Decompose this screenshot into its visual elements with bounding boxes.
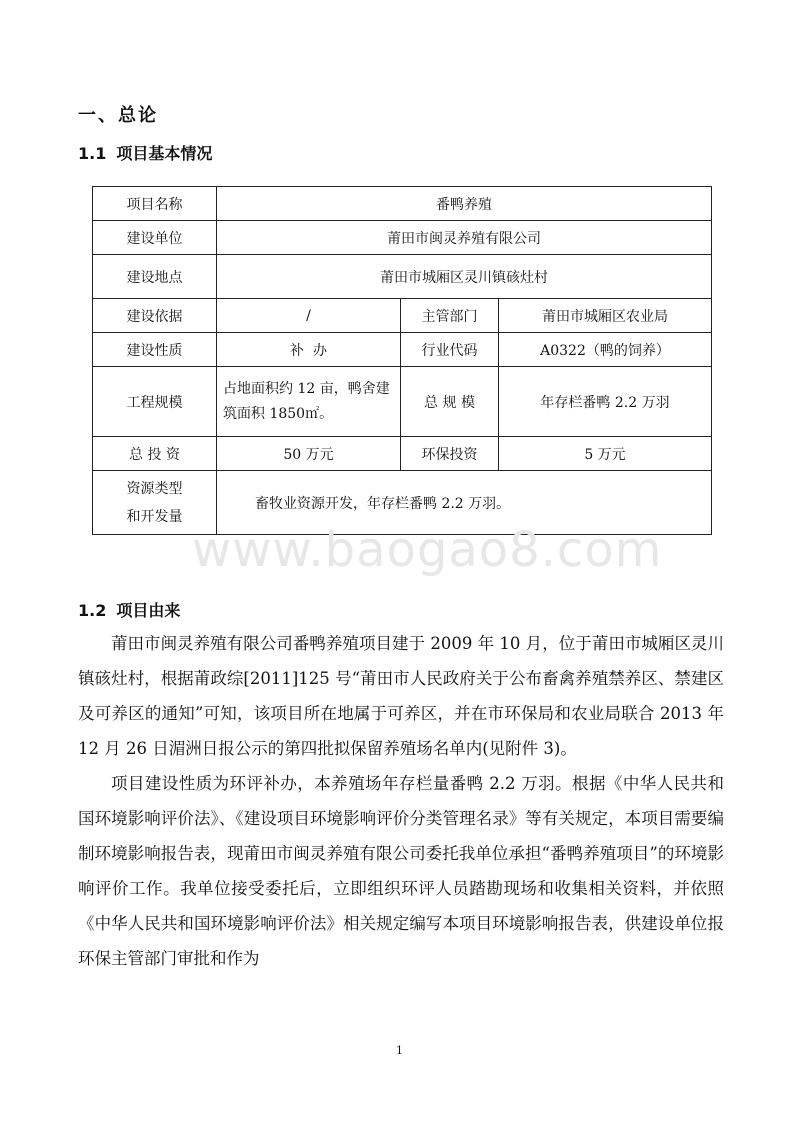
table-row <box>93 299 712 333</box>
scale-value: 占地面积约 12 亩，鸭舍建筑面积 1850㎡。 <box>217 367 401 437</box>
location-value: 莆田市城厢区灵川镇硋灶村 <box>217 255 712 299</box>
industry-code-label: 行业代码 <box>401 333 499 367</box>
table-row <box>93 255 712 299</box>
resource-value: 畜牧业资源开发，年存栏番鸭 2.2 万羽。 <box>217 471 712 535</box>
nature-value: 补 办 <box>217 333 401 367</box>
section-title: 项目由来 <box>116 601 181 620</box>
builder-value: 莆田市闽灵养殖有限公司 <box>217 221 712 255</box>
scale-label: 工程规模 <box>93 367 217 437</box>
section-1-2-body <box>78 626 724 976</box>
section-heading-1-2 <box>78 598 180 621</box>
env-investment-value: 5 万元 <box>499 437 712 471</box>
builder-label: 建设单位 <box>93 221 217 255</box>
section-number: 1.1 <box>78 144 107 163</box>
section-title: 项目基本情况 <box>116 144 213 163</box>
watermark: www.baogao8.com <box>192 522 663 578</box>
total-scale-value: 年存栏番鸭 2.2 万羽 <box>499 367 712 437</box>
table-row <box>93 437 712 471</box>
page-number: 1 <box>396 1044 403 1057</box>
project-name-value: 番鸭养殖 <box>217 187 712 221</box>
section-heading-1-1 <box>78 141 212 164</box>
authority-value: 莆田市城厢区农业局 <box>499 299 712 333</box>
industry-code-value: A0322（鸭的饲养） <box>499 333 712 367</box>
chapter-heading: 一、总论 <box>78 105 158 126</box>
project-info-table <box>92 186 712 535</box>
investment-value: 50 万元 <box>217 437 401 471</box>
table-row <box>93 367 712 437</box>
authority-label: 主管部门 <box>401 299 499 333</box>
table-row <box>93 333 712 367</box>
total-scale-label: 总 规 模 <box>401 367 499 437</box>
paragraph: 莆田市闽灵养殖有限公司番鸭养殖项目建于 2009 年 10 月，位于莆田市城厢区灵川镇硋灶村，根据莆政综[2011]125 号“莆田市人民政府关于公布畜禽养殖禁养区、禁建区及可养区的通知”可知，该项目所在地属于可养区，并在市环保局和农业局联合 2013 年 12 月 26 日湄洲日报公示的第四批拟保留养殖场名单内(见附件 3)。 <box>78 634 724 758</box>
nature-label: 建设性质 <box>93 333 217 367</box>
resource-label-line-1: 资源类型 <box>126 480 183 497</box>
table-row <box>93 221 712 255</box>
section-number: 1.2 <box>78 601 107 620</box>
env-investment-label: 环保投资 <box>401 437 499 471</box>
location-label: 建设地点 <box>93 255 217 299</box>
resource-label-line-2: 和开发量 <box>126 508 183 525</box>
paragraph: 项目建设性质为环评补办，本养殖场年存栏量番鸭 2.2 万羽。根据《中华人民共和国环境影响评价法》、《建设项目环境影响评价分类管理名录》等有关规定，本项目需要编制环境影响报告表，现莆田市闽灵养殖有限公司委托我单位承担“番鸭养殖项目”的环境影响评价工作。我单位接受委托后，立即组织环评人员踏勘现场和收集相关资料，并依照《中华人民共和国环境影响评价法》相关规定编写本项目环境影响报告表，供建设单位报环保主管部门审批和作为 <box>78 774 724 968</box>
investment-label: 总 投 资 <box>93 437 217 471</box>
table-row <box>93 187 712 221</box>
project-name-label: 项目名称 <box>93 187 217 221</box>
basis-label: 建设依据 <box>93 299 217 333</box>
basis-value: / <box>217 299 401 333</box>
